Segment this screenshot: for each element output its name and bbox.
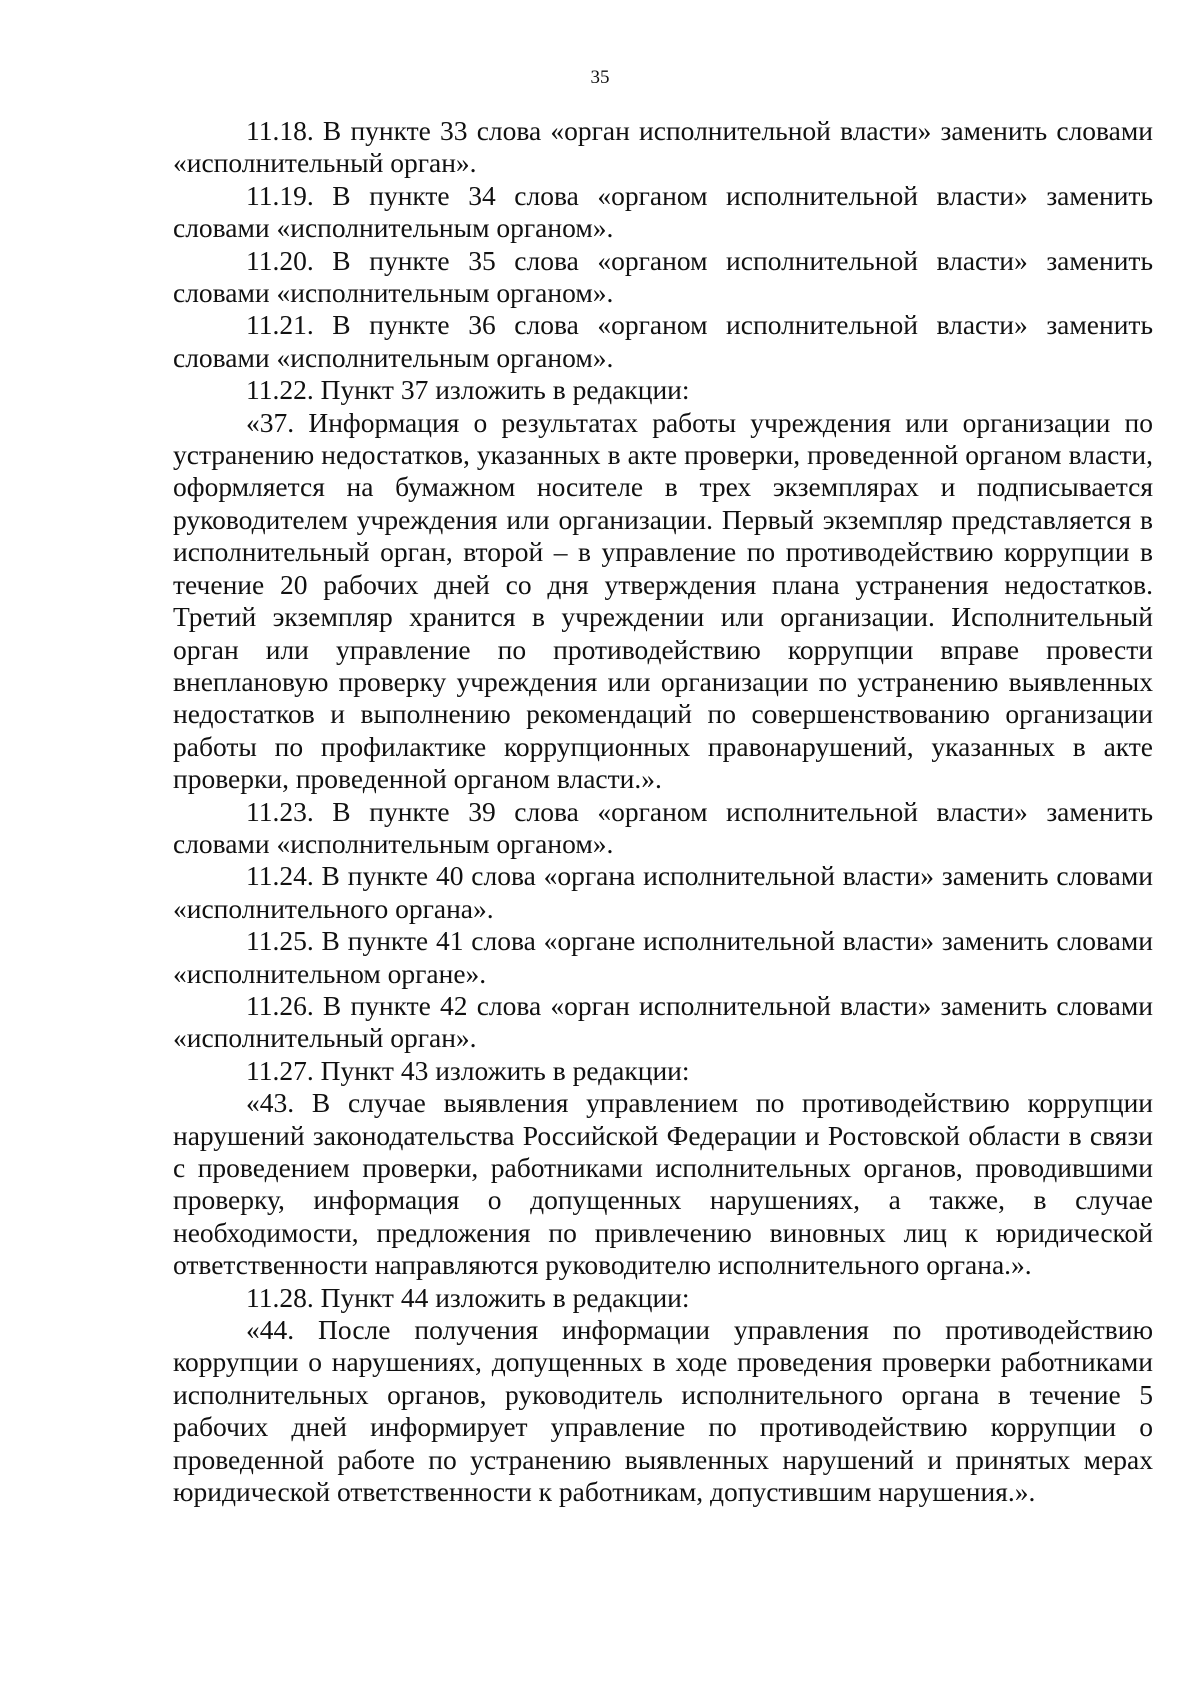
paragraph-11-19: 11.19. В пункте 34 слова «органом исполнительной власти» заменить словами «исполнительным органом». — [173, 179, 1153, 244]
paragraph-item-43-text: «43. В случае выявления управлением по противодействию коррупции нарушений законодательства Российской Федерации и Ростовской области в связи с проведением проверки, работниками исполнительных органов, проводившими проверку, информация о допущенных нарушениях, а также, в случае необходимости, предложения по привлечению виновных лиц к юридической ответственности направляются руководителю исполнительного органа.». — [173, 1087, 1153, 1281]
paragraph-11-18: 11.18. В пункте 33 слова «орган исполнительной власти» заменить словами «исполнительный орган». — [173, 115, 1153, 179]
paragraph-item-44-text: «44. После получения информации управления по противодействию коррупции о нарушениях, допущенных в ходе проведения проверки работниками исполнительных органов, руководитель исполнительного органа в течение 5 рабочих дней информирует управление по противодействию коррупции о проведенной работе по устранению выявленных нарушений и принятых мерах юридической ответственности к работникам, допустившим нарушения.». — [173, 1314, 1153, 1508]
document-body — [173, 115, 1153, 1508]
paragraph-11-27: 11.27. Пункт 43 изложить в редакции: — [246, 1054, 690, 1086]
paragraph-11-23: 11.23. В пункте 39 слова «органом исполнительной власти» заменить словами «исполнительным органом». — [173, 795, 1153, 859]
paragraph-11-26: 11.26. В пункте 42 слова «орган исполнительной власти» заменить словами «исполнительный орган». — [173, 989, 1153, 1054]
paragraph-11-22: 11.22. Пункт 37 изложить в редакции: — [246, 374, 690, 406]
page-number: 35 — [590, 67, 610, 88]
paragraph-11-24: 11.24. В пункте 40 слова «органа исполнительной власти» заменить словами «исполнительного органа». — [173, 860, 1153, 924]
paragraph-11-20: 11.20. В пункте 35 слова «органом исполнительной власти» заменить словами «исполнительным органом». — [173, 244, 1153, 309]
paragraph-11-28: 11.28. Пункт 44 изложить в редакции: — [246, 1281, 690, 1313]
paragraph-11-21: 11.21. В пункте 36 слова «органом исполнительной власти» заменить словами «исполнительным органом». — [173, 309, 1153, 373]
paragraph-11-25: 11.25. В пункте 41 слова «органе исполнительной власти» заменить словами «исполнительном органе». — [173, 925, 1153, 989]
paragraph-item-37-text: «37. Информация о результатах работы учреждения или организации по устранению недостатков, указанных в акте проверки, проведенной органом власти, оформляется на бумажном носителе в трех экземплярах и подписывается руководителем учреждения или организации. Первый экземпляр представляется в исполнительный орган, второй – в управление по противодействию коррупции в течение 20 рабочих дней со дня утверждения плана устранения недостатков. Третий экземпляр хранится в учреждении или организации. Исполнительный орган или управление по противодействию коррупции вправе провести внеплановую проверку учреждения или организации по устранению выявленных недостатков и выполнению рекомендаций по совершенствованию организации работы по профилактике коррупционных правонарушений, указанных в акте проверки, проведенной органом власти.». — [173, 406, 1153, 795]
